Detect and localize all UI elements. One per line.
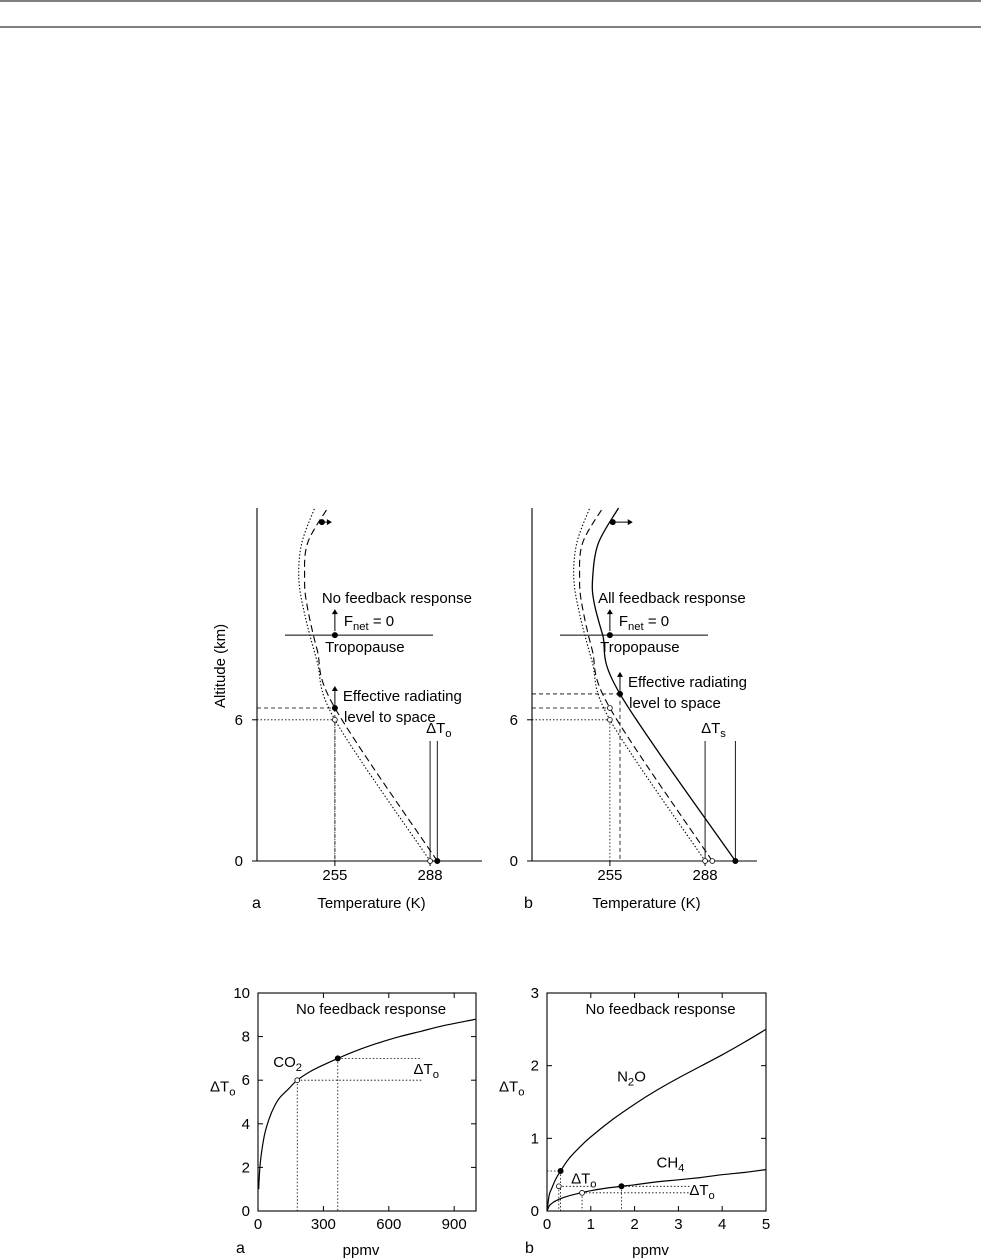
- erl-label-line2: level to space: [344, 709, 436, 727]
- x-tick-label: 288: [417, 867, 443, 884]
- y-axis-label: [210, 1079, 235, 1099]
- tropopause-point: [332, 632, 337, 637]
- delta-t-label-right: [689, 1182, 714, 1202]
- surface-mid-point: [710, 859, 715, 864]
- delta-t-label-right-subscript: o: [708, 1190, 715, 1203]
- profile-dotted: [299, 508, 430, 861]
- erl-label-line2: level to space: [629, 694, 721, 712]
- y-axis-label-main: ΔT: [210, 1078, 230, 1096]
- y-tick-label: 1: [530, 1130, 539, 1148]
- upper-point: [610, 520, 615, 525]
- y-tick-label: 3: [530, 985, 539, 1002]
- x-tick-label: 255: [597, 867, 623, 884]
- co2-present-point: [335, 1056, 340, 1061]
- response-label: All feedback response: [598, 590, 746, 608]
- x-tick-label: 900: [441, 1216, 467, 1233]
- series-label-ch4-subscript: 4: [678, 1162, 685, 1175]
- n2o-present-point: [558, 1168, 563, 1173]
- y-tick-label: 8: [241, 1028, 250, 1046]
- flux-label-subscript: net: [353, 621, 369, 634]
- series-label-n2o-subscript: 2: [627, 1076, 635, 1089]
- delta-t-label: [414, 1061, 439, 1081]
- surface-open-point: [703, 859, 708, 864]
- altitude-temperature-panel-b: [510, 508, 757, 912]
- x-tick-label: 0: [253, 1216, 263, 1233]
- delta-t-label-main: ΔT: [426, 719, 446, 737]
- delta-t-label-subscript: o: [432, 1069, 439, 1082]
- chart-title: No feedback response: [585, 1001, 736, 1018]
- co2-preindustrial-point: [295, 1078, 300, 1083]
- delta-t-label-subscript: o: [445, 727, 452, 740]
- n2o-ch4-response-panel-b: [499, 985, 770, 1259]
- x-axis-label: Temperature (K): [592, 895, 701, 912]
- erl-filled-point: [332, 705, 337, 710]
- x-tick-label: 3: [674, 1216, 683, 1233]
- surface-filled-point: [733, 858, 738, 863]
- flux-label: [344, 613, 394, 633]
- tropopause-label: Tropopause: [600, 639, 680, 657]
- series-label-co2-subscript: 2: [295, 1062, 303, 1075]
- x-axis-label: Temperature (K): [317, 895, 426, 912]
- y-tick-label: 6: [234, 711, 243, 729]
- erl-arrow-head: [332, 686, 338, 691]
- flux-arrow-head: [607, 609, 613, 614]
- series-label-n2o: [617, 1069, 646, 1089]
- profile-dashed: [305, 508, 438, 861]
- tropopause-point: [607, 632, 612, 637]
- y-tick-label: 0: [241, 1203, 250, 1220]
- y-tick-label: 0: [509, 853, 518, 870]
- flux-label-tail: = 0: [368, 613, 395, 631]
- y-tick-label: 6: [241, 1072, 250, 1090]
- x-tick-label: 4: [718, 1216, 727, 1233]
- erl-mid-point: [607, 706, 612, 711]
- upper-point: [319, 520, 324, 525]
- delta-t-label-left-subscript: o: [590, 1178, 597, 1191]
- y-tick-label: 2: [241, 1159, 250, 1177]
- y-tick-label: 6: [509, 711, 518, 729]
- delta-t-label: [426, 720, 451, 740]
- erl-arrow-head: [617, 672, 623, 677]
- upper-shift-arrow-head: [327, 519, 332, 525]
- erl-open-point: [332, 717, 337, 722]
- delta-t-label-left-main: ΔT: [571, 1170, 591, 1188]
- panel-letter: b: [525, 1240, 534, 1257]
- chart-title: No feedback response: [295, 1001, 447, 1018]
- flux-label-main: F: [618, 613, 629, 631]
- surface-open-point: [428, 859, 433, 864]
- y-tick-label: 10: [233, 985, 250, 1002]
- y-axis-label-subscript: o: [518, 1086, 525, 1099]
- panel-letter: b: [524, 895, 533, 912]
- erl-label-line1: Effective radiating: [627, 673, 747, 691]
- altitude-temperature-panel-a: [212, 508, 482, 912]
- upper-shift-arrow-head: [628, 519, 633, 525]
- x-tick-label: 1: [586, 1216, 595, 1233]
- x-tick-label: 2: [630, 1216, 639, 1233]
- flux-label-tail: = 0: [643, 613, 670, 631]
- ch4-preindustrial-point: [580, 1190, 585, 1195]
- erl-label-line1: Effective radiating: [342, 688, 462, 706]
- surface-filled-point: [435, 858, 440, 863]
- delta-t-label-right-main: ΔT: [689, 1182, 709, 1200]
- y-axis-label-main: ΔT: [499, 1078, 519, 1096]
- x-tick-label: 300: [310, 1216, 336, 1233]
- delta-t-label: [701, 720, 726, 740]
- y-axis-label: Altitude (km): [212, 623, 229, 709]
- series-label-n2o-tail: O: [634, 1068, 646, 1086]
- x-tick-label: 600: [376, 1216, 402, 1233]
- x-tick-label: 5: [761, 1216, 771, 1233]
- y-tick-label: 2: [530, 1057, 539, 1075]
- response-label: No feedback response: [321, 590, 472, 608]
- ch4-present-point: [619, 1184, 624, 1189]
- y-tick-label: 0: [530, 1203, 539, 1220]
- panel-letter: a: [252, 895, 261, 912]
- x-tick-label: 288: [692, 867, 718, 884]
- series-label-co2: [273, 1054, 302, 1074]
- flux-label-subscript: net: [628, 621, 644, 634]
- delta-t-label-left: [571, 1170, 596, 1190]
- tropopause-label: Tropopause: [325, 639, 405, 657]
- flux-label-main: F: [343, 613, 354, 631]
- y-axis-label-subscript: o: [229, 1086, 236, 1099]
- erl-open-point: [607, 717, 612, 722]
- series-label-ch4-main: CH: [656, 1154, 679, 1172]
- co2-response-panel-a: [210, 985, 476, 1259]
- flux-arrow-head: [332, 609, 338, 614]
- flux-label: [619, 613, 669, 633]
- x-tick-label: 0: [542, 1216, 552, 1233]
- n2o-preindustrial-point: [556, 1184, 561, 1189]
- erl-filled-point: [617, 691, 622, 696]
- delta-t-label-subscript: s: [720, 727, 726, 740]
- x-axis-label: ppmv: [342, 1242, 380, 1259]
- y-axis-label: [499, 1079, 524, 1099]
- series-label-ch4: [657, 1154, 685, 1174]
- series-curve: [259, 1019, 476, 1189]
- series-label-co2-main: CO: [273, 1054, 296, 1072]
- series-label-n2o-main: N: [617, 1068, 628, 1086]
- y-tick-label: 4: [241, 1115, 250, 1133]
- delta-t-label-main: ΔT: [413, 1061, 433, 1079]
- y-tick-label: 0: [234, 853, 243, 870]
- panel-letter: a: [236, 1240, 245, 1257]
- delta-t-label-main: ΔT: [701, 719, 721, 737]
- x-axis-label: ppmv: [632, 1242, 669, 1259]
- x-tick-label: 255: [322, 867, 348, 884]
